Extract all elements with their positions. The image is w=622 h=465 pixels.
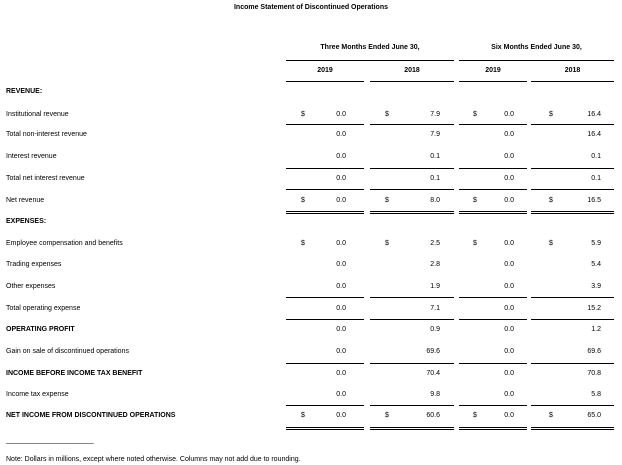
cell-value: 0.0: [336, 197, 346, 204]
cell-value: 0.0: [504, 412, 514, 419]
year-underline: [459, 81, 527, 82]
cell-value: 60.6: [426, 412, 440, 419]
cell-value: 7.9: [430, 111, 440, 118]
cell-value: 69.6: [426, 348, 440, 355]
cell-value: 0.0: [336, 261, 346, 268]
subtotal-rule: [370, 297, 454, 298]
subtotal-rule: [459, 297, 527, 298]
cell-value: 0.0: [336, 283, 346, 290]
currency-symbol: $: [473, 240, 477, 247]
subtotal-rule: [286, 405, 364, 406]
subtotal-rule: [531, 319, 614, 320]
subtotal-rule: [459, 168, 527, 169]
cell-value: 9.8: [430, 391, 440, 398]
cell-value: 7.9: [430, 131, 440, 138]
total-double-rule: [286, 427, 364, 430]
currency-symbol: $: [549, 111, 553, 118]
row-label: Net revenue: [6, 197, 45, 204]
year-header: 2019: [485, 67, 501, 74]
row-label: Other expenses: [6, 283, 56, 290]
row-label: Institutional revenue: [6, 111, 69, 118]
year-header: 2018: [564, 67, 581, 74]
row-label: INCOME BEFORE INCOME TAX BENEFIT: [6, 370, 143, 377]
subtotal-rule: [286, 297, 364, 298]
cell-value: 70.4: [426, 370, 440, 377]
year-underline: [286, 81, 364, 82]
cell-value: 0.0: [336, 305, 346, 312]
footnote-text: Note: Dollars in millions, except where noted otherwise. Columns may not add due to rounding.: [6, 456, 301, 463]
cell-value: 0.0: [336, 111, 346, 118]
subtotal-rule: [370, 405, 454, 406]
cell-value: 0.0: [336, 412, 346, 419]
row-label: REVENUE:: [6, 88, 43, 95]
cell-value: 0.0: [504, 131, 514, 138]
cell-value: 0.1: [591, 175, 601, 182]
subtotal-rule: [531, 363, 614, 364]
subtotal-rule: [459, 124, 527, 125]
currency-symbol: $: [473, 412, 477, 419]
currency-symbol: $: [301, 197, 305, 204]
cell-value: 70.8: [587, 370, 601, 377]
subtotal-rule: [370, 168, 454, 169]
currency-symbol: $: [549, 412, 553, 419]
cell-value: 0.0: [336, 326, 346, 333]
cell-value: 65.0: [587, 412, 601, 419]
subtotal-rule: [286, 124, 364, 125]
cell-value: 0.0: [504, 348, 514, 355]
subtotal-rule: [459, 189, 527, 190]
year-underline: [531, 81, 614, 82]
cell-value: 0.0: [504, 391, 514, 398]
cell-value: 16.5: [587, 197, 601, 204]
cell-value: 2.8: [430, 261, 440, 268]
currency-symbol: $: [385, 197, 389, 204]
cell-value: 0.0: [504, 240, 514, 247]
period-header-three-months: Three Months Ended June 30,: [320, 44, 420, 51]
cell-value: 0.1: [591, 153, 601, 160]
row-label: Employee compensation and benefits: [6, 240, 123, 247]
total-double-rule: [531, 211, 614, 214]
cell-value: 0.0: [504, 175, 514, 182]
cell-value: 8.0: [430, 197, 440, 204]
subtotal-rule: [286, 363, 364, 364]
cell-value: 0.9: [430, 326, 440, 333]
row-label: Gain on sale of discontinued operations: [6, 348, 129, 355]
subtotal-rule: [286, 168, 364, 169]
total-double-rule: [459, 427, 527, 430]
total-double-rule: [531, 427, 614, 430]
cell-value: 16.4: [587, 131, 601, 138]
year-header: 2019: [317, 67, 333, 74]
currency-symbol: $: [385, 240, 389, 247]
subtotal-rule: [531, 124, 614, 125]
row-label: Total net interest revenue: [6, 175, 85, 182]
cell-value: 0.0: [504, 370, 514, 377]
currency-symbol: $: [549, 240, 553, 247]
year-underline: [370, 81, 454, 82]
cell-value: 0.0: [504, 326, 514, 333]
row-label: Income tax expense: [6, 391, 69, 398]
subtotal-rule: [370, 319, 454, 320]
cell-value: 0.0: [504, 111, 514, 118]
cell-value: 15.2: [587, 305, 601, 312]
row-label: NET INCOME FROM DISCONTINUED OPERATIONS: [6, 412, 176, 419]
cell-value: 0.0: [504, 283, 514, 290]
row-label: Interest revenue: [6, 153, 57, 160]
cell-value: 0.0: [504, 197, 514, 204]
subtotal-rule: [459, 319, 527, 320]
currency-symbol: $: [549, 197, 553, 204]
cell-value: 1.9: [430, 283, 440, 290]
footnote-rule: ______________________________: [6, 437, 93, 444]
cell-value: 7.1: [430, 305, 440, 312]
cell-value: 0.0: [336, 175, 346, 182]
row-label: Total operating expense: [6, 305, 81, 312]
row-label: OPERATING PROFIT: [6, 326, 75, 333]
subtotal-rule: [370, 363, 454, 364]
cell-value: 0.0: [336, 240, 346, 247]
year-header: 2018: [404, 67, 420, 74]
row-label: EXPENSES:: [6, 218, 47, 225]
row-label: Trading expenses: [6, 261, 62, 268]
cell-value: 0.0: [336, 153, 346, 160]
subtotal-rule: [286, 189, 364, 190]
subtotal-rule: [531, 405, 614, 406]
subtotal-rule: [459, 363, 527, 364]
subtotal-rule: [531, 168, 614, 169]
cell-value: 0.0: [504, 305, 514, 312]
subtotal-rule: [531, 297, 614, 298]
cell-value: 0.0: [504, 153, 514, 160]
subtotal-rule: [370, 189, 454, 190]
cell-value: 16.4: [587, 111, 601, 118]
statement-title: Income Statement of Discontinued Operations: [233, 4, 389, 11]
subtotal-rule: [459, 405, 527, 406]
cell-value: 0.1: [430, 153, 440, 160]
cell-value: 0.0: [336, 348, 346, 355]
currency-symbol: $: [301, 111, 305, 118]
period-header-six-months: Six Months Ended June 30,: [491, 44, 582, 51]
cell-value: 0.1: [430, 175, 440, 182]
currency-symbol: $: [473, 111, 477, 118]
currency-symbol: $: [301, 240, 305, 247]
cell-value: 5.9: [591, 240, 601, 247]
subtotal-rule: [286, 319, 364, 320]
row-label: Total non-interest revenue: [6, 131, 87, 138]
currency-symbol: $: [301, 412, 305, 419]
cell-value: 0.0: [336, 391, 346, 398]
cell-value: 1.2: [591, 326, 601, 333]
subtotal-rule: [531, 189, 614, 190]
cell-value: 5.4: [591, 261, 601, 268]
cell-value: 0.0: [336, 370, 346, 377]
currency-symbol: $: [473, 197, 477, 204]
cell-value: 69.6: [587, 348, 601, 355]
cell-value: 2.5: [430, 240, 440, 247]
currency-symbol: $: [385, 111, 389, 118]
cell-value: 3.9: [591, 283, 601, 290]
total-double-rule: [286, 211, 364, 214]
total-double-rule: [459, 211, 527, 214]
cell-value: 0.0: [504, 261, 514, 268]
total-double-rule: [370, 427, 454, 430]
cell-value: 5.8: [591, 391, 601, 398]
cell-value: 0.0: [336, 131, 346, 138]
subtotal-rule: [370, 124, 454, 125]
currency-symbol: $: [385, 412, 389, 419]
period-underline: [286, 60, 454, 61]
period-underline: [459, 60, 614, 61]
total-double-rule: [370, 211, 454, 214]
